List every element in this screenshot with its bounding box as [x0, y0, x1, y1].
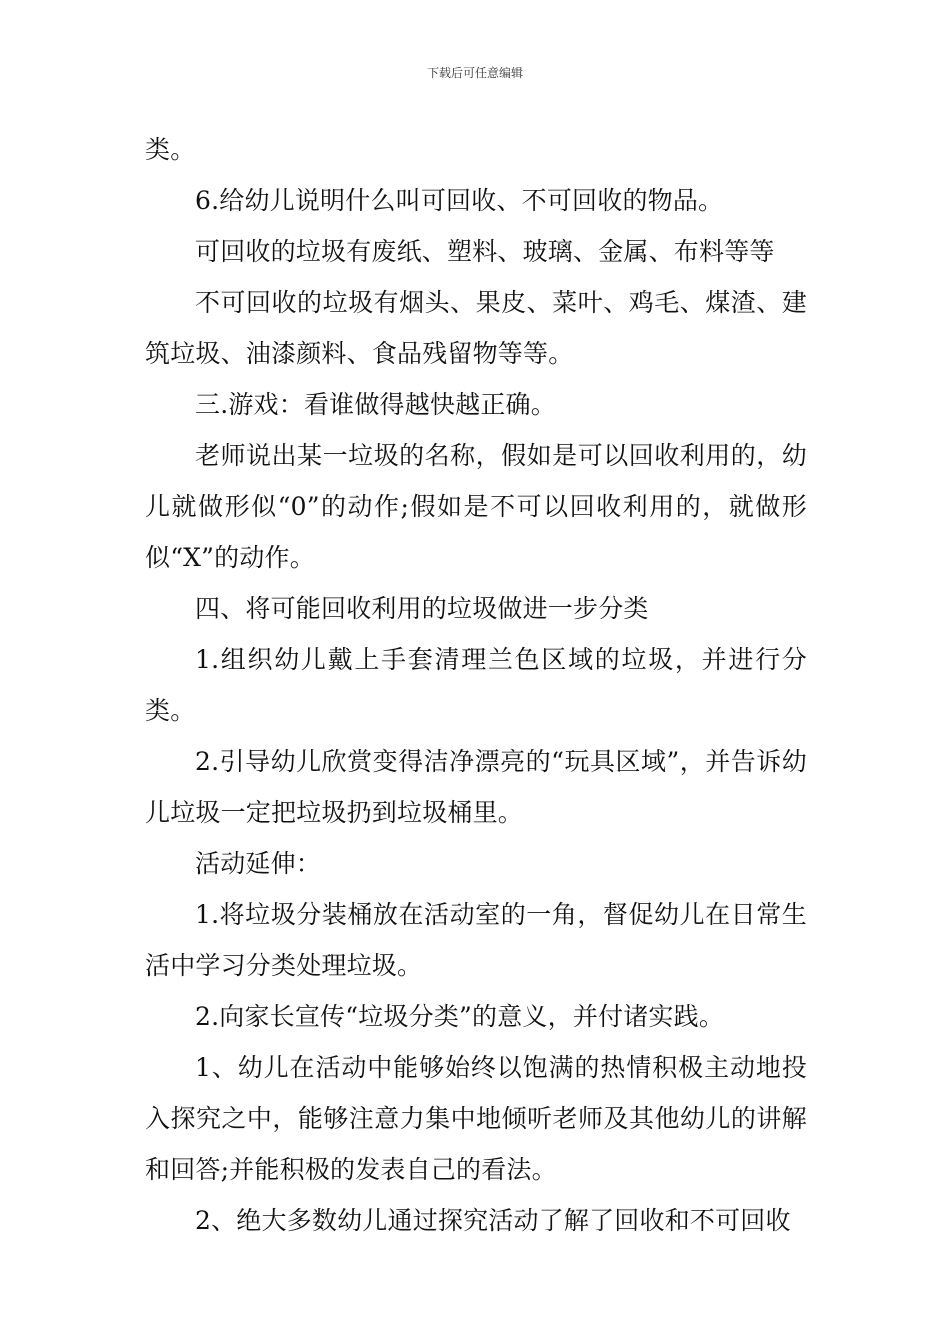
- paragraph: 1.将垃圾分装桶放在活动室的一角，督促幼儿在日常生活中学习分类处理垃圾。: [145, 900, 807, 980]
- paragraph: 1.组织幼儿戴上手套清理兰色区域的垃圾，并进行分类。: [145, 645, 807, 725]
- paragraph: 不可回收的垃圾有烟头、果皮、菜叶、鸡毛、煤渣、建筑垃圾、油漆颜料、食品残留物等等。: [145, 288, 807, 368]
- paragraph: 2、绝大多数幼儿通过探究活动了解了回收和不可回收: [195, 1206, 791, 1235]
- paragraph: 可回收的垃圾有废纸、塑料、玻璃、金属、布料等等: [195, 237, 775, 266]
- paragraph: 1、幼儿在活动中能够始终以饱满的热情积极主动地投入探究之中，能够注意力集中地倾听老师及其他幼儿的讲解和回答;并能积极的发表自己的看法。: [145, 1053, 807, 1184]
- paragraph: 2.引导幼儿欣赏变得洁净漂亮的“玩具区域”，并告诉幼儿垃圾一定把垃圾扔到垃圾桶里。: [145, 747, 807, 827]
- paragraph: 老师说出某一垃圾的名称，假如是可以回收利用的，幼儿就做形似“0”的动作;假如是不可以回收利用的，就做形似“X”的动作。: [145, 441, 807, 572]
- paragraph: 6.给幼儿说明什么叫可回收、不可回收的物品。: [195, 186, 724, 215]
- paragraph: 类。: [145, 135, 196, 164]
- section-heading: 三.游戏：看谁做得越快越正确。: [195, 390, 556, 419]
- section-heading: 四、将可能回收利用的垃圾做进一步分类: [195, 594, 649, 623]
- page-header: 下载后可任意编辑: [426, 66, 523, 80]
- document-body: [145, 124, 807, 1246]
- paragraph: 2.向家长宣传“垃圾分类”的意义，并付诸实践。: [195, 1002, 725, 1031]
- section-heading: 活动延伸：: [195, 849, 322, 878]
